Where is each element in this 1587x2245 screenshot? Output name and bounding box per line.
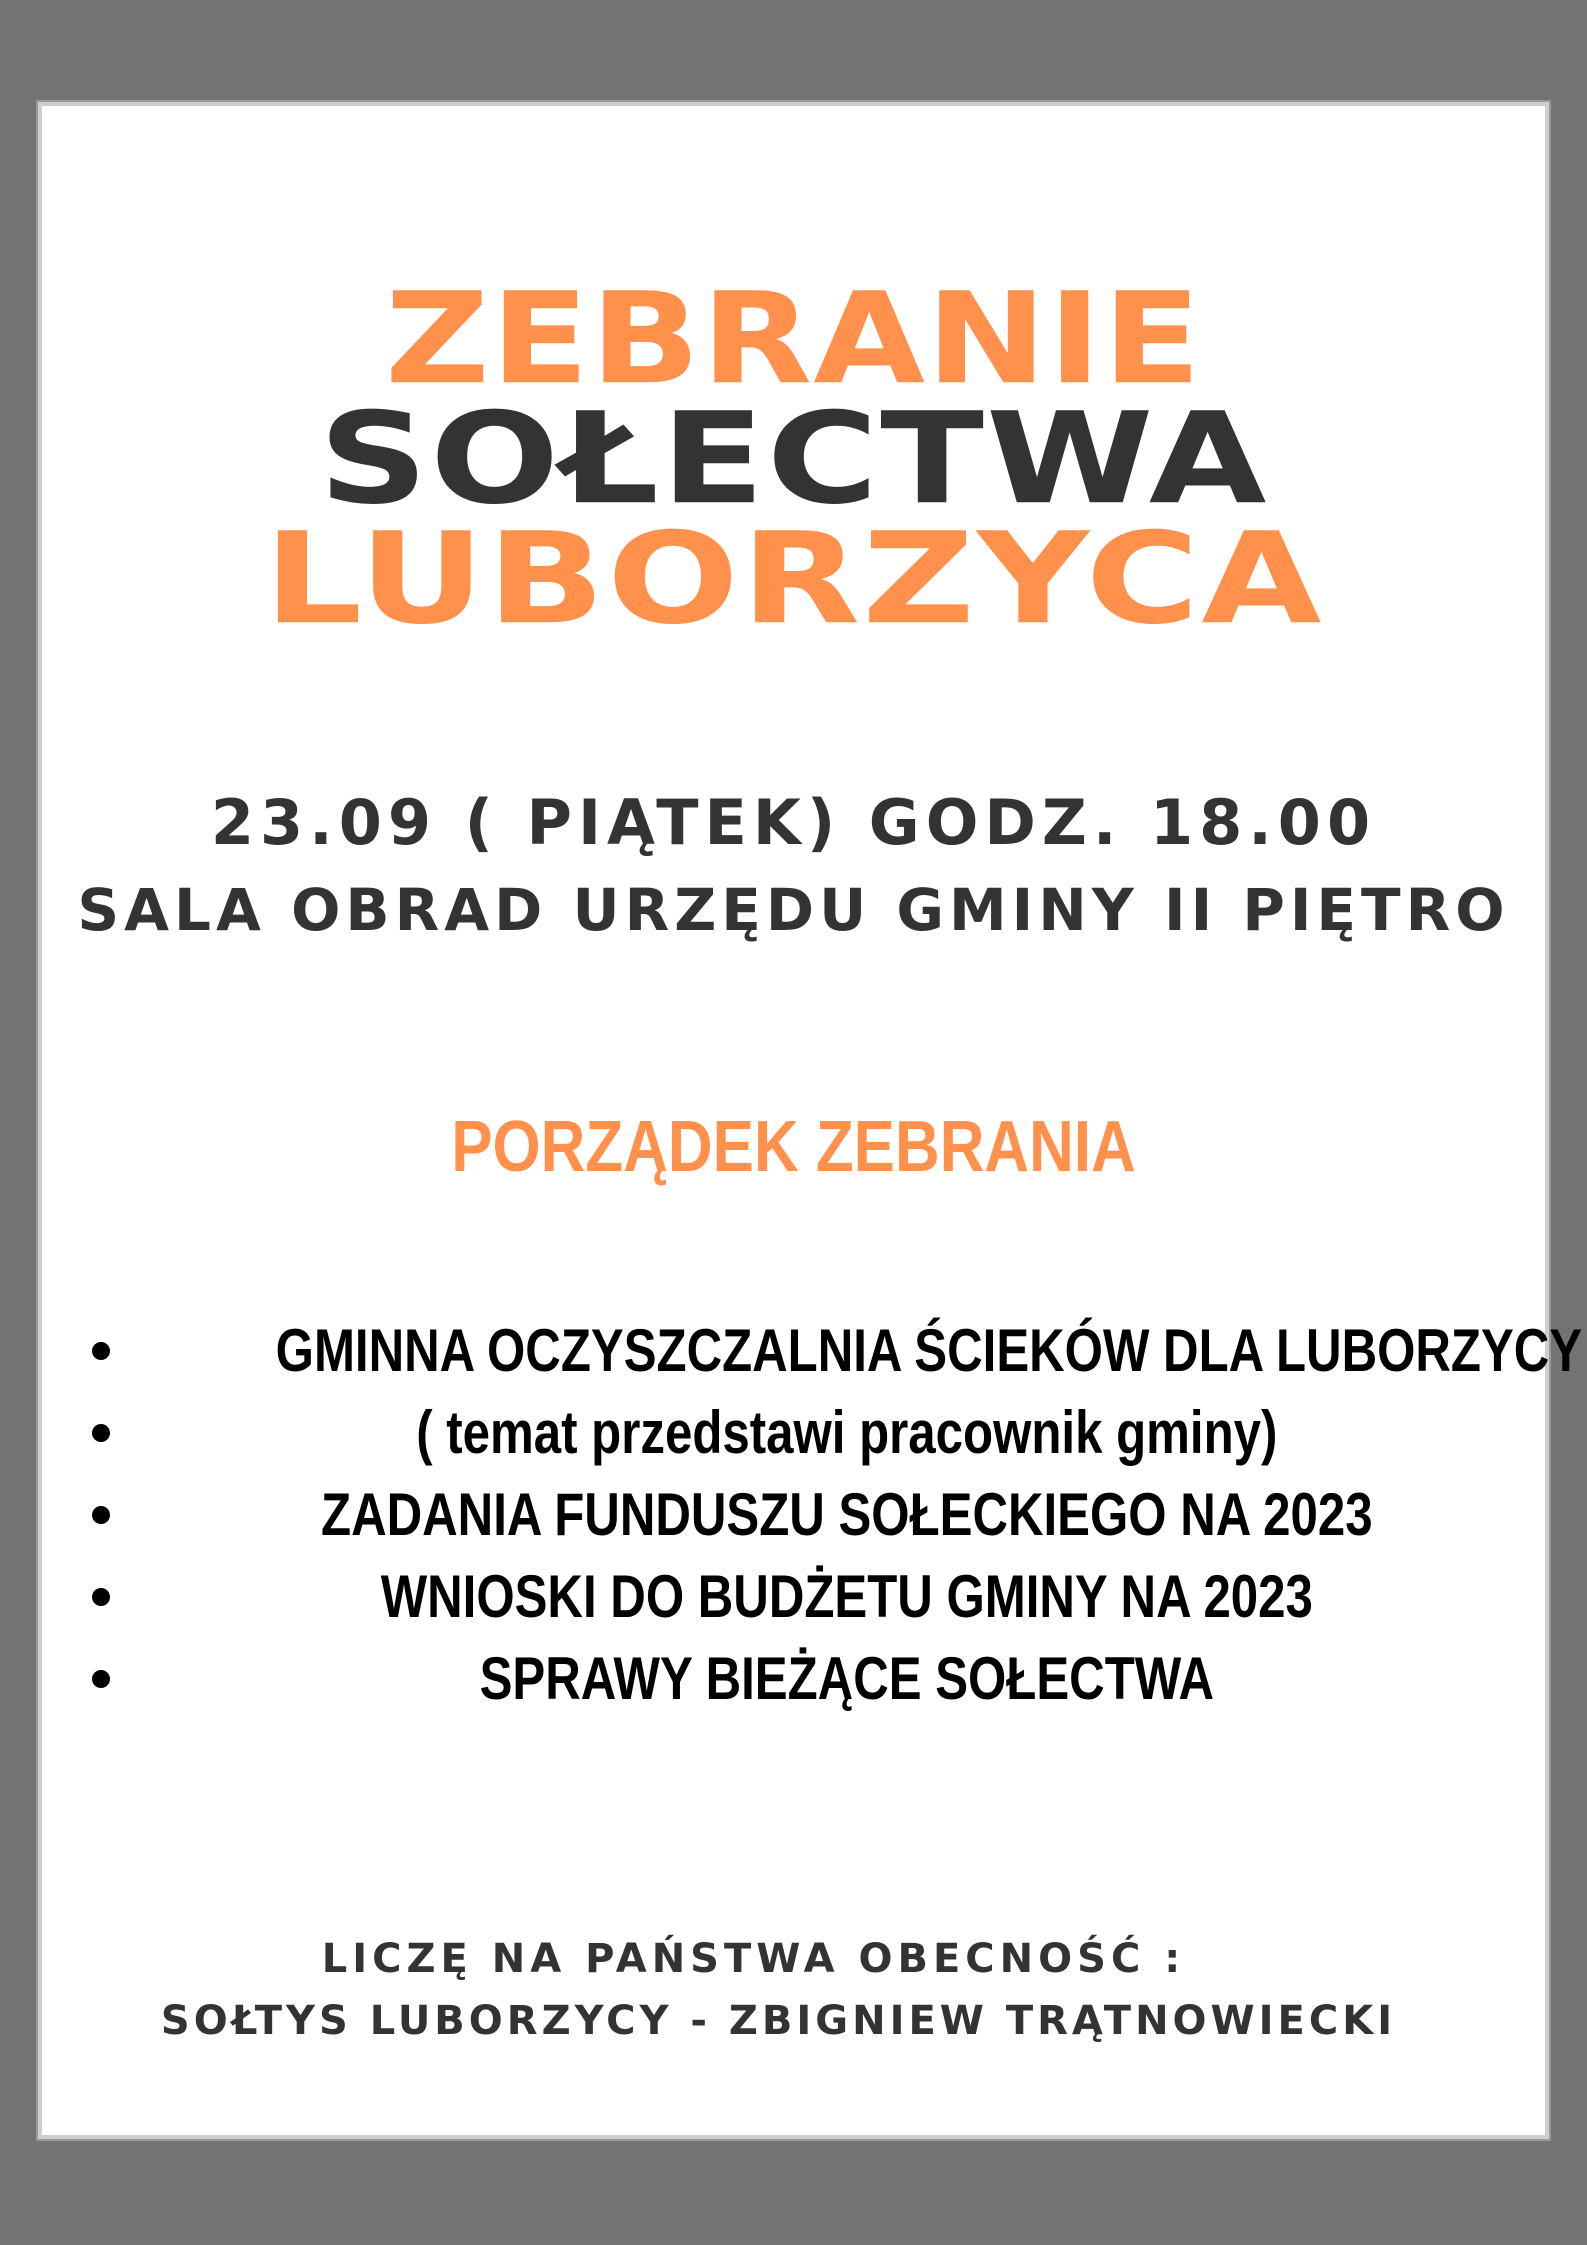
footer-invitation: LICZĘ NA PAŃSTWA OBECNOŚĆ : — [321, 1936, 1186, 1982]
bullet-icon — [92, 1670, 110, 1688]
agenda-item — [42, 1644, 1545, 1726]
title-line-solectwa: SOŁECTWA — [318, 385, 1269, 533]
meeting-date-time: 23.09 ( PIĄTEK) GODZ. 18.00 — [210, 786, 1377, 859]
agenda-item — [42, 1316, 1583, 1398]
bullet-icon — [92, 1506, 110, 1524]
bullet-icon — [92, 1588, 110, 1606]
bullet-icon — [92, 1424, 110, 1442]
title-line-zebranie: ZEBRANIE — [384, 265, 1203, 413]
title-line-luborzyca: LUBORZYCA — [263, 505, 1324, 653]
poster-page — [38, 102, 1583, 2139]
agenda-item-text: ZADANIA FUNDUSZU SOŁECKIEGO NA 2023 — [321, 1481, 1373, 1548]
agenda-item-text: GMINNA OCZYSZCZALNIA ŚCIEKÓW DLA LUBORZYCY — [275, 1317, 1583, 1384]
agenda-item — [42, 1398, 1545, 1480]
agenda-item — [42, 1562, 1545, 1644]
agenda-heading: PORZĄDEK ZEBRANIA — [451, 1107, 1136, 1187]
agenda-item-text: ( temat przedstawi pracownik gminy) — [416, 1399, 1278, 1466]
agenda-item-text: SPRAWY BIEŻĄCE SOŁECTWA — [479, 1645, 1215, 1712]
footer-signature: SOŁTYS LUBORZYCY - ZBIGNIEW TRĄTNOWIECKI — [160, 1998, 1397, 2044]
meeting-place: SALA OBRAD URZĘDU GMINY II PIĘTRO — [77, 876, 1510, 944]
agenda-item — [42, 1480, 1545, 1562]
agenda-list — [42, 1316, 1583, 1726]
bullet-icon — [92, 1342, 110, 1360]
agenda-item-text: WNIOSKI DO BUDŻETU GMINY NA 2023 — [380, 1563, 1313, 1630]
